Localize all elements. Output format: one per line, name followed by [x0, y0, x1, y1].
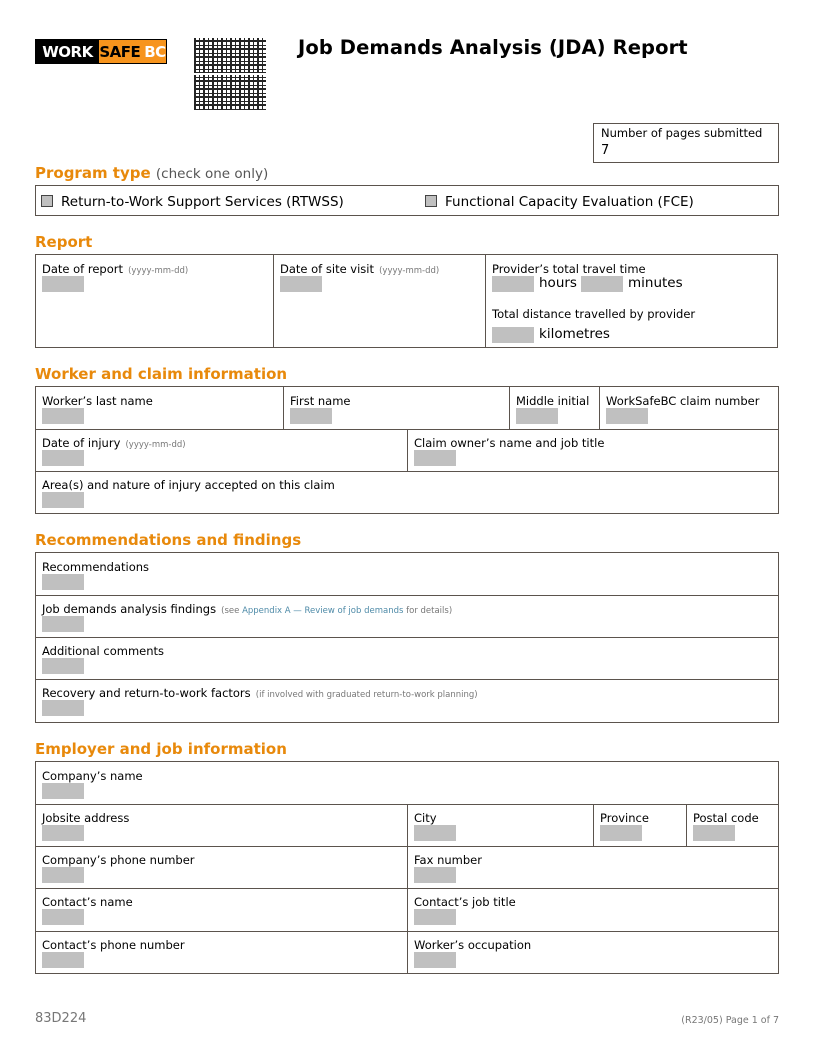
- city-input[interactable]: [414, 825, 456, 841]
- findings-hint-pre: (see: [221, 606, 243, 616]
- worker-occupation-label: Worker’s occupation: [414, 938, 532, 952]
- date-of-report-cell: [36, 255, 274, 347]
- report-box: [35, 254, 778, 348]
- claim-number-cell: [599, 387, 778, 430]
- appendix-a-link[interactable]: Appendix A — Review of job demands: [242, 606, 404, 616]
- recommendations-cell: [36, 553, 778, 596]
- last-name-label: Worker’s last name: [42, 394, 153, 408]
- last-name-input[interactable]: [42, 408, 84, 424]
- fax-cell: [407, 846, 778, 889]
- date-of-report-input[interactable]: [42, 276, 84, 292]
- logo-work-text: WORK: [36, 40, 99, 63]
- claim-number-label: WorkSafeBC claim number: [606, 394, 760, 408]
- contact-phone-label: Contact’s phone number: [42, 938, 185, 952]
- date-of-injury-hint: (yyyy-mm-dd): [125, 440, 186, 450]
- date-of-injury-cell: [36, 429, 408, 472]
- findings-cell: [36, 595, 778, 638]
- date-of-report-hint: (yyyy-mm-dd): [128, 266, 189, 276]
- logo-safe-text: [99, 40, 166, 63]
- travel-hours-input[interactable]: [492, 276, 534, 292]
- date-of-site-visit-label: Date of site visit: [280, 262, 375, 276]
- datamatrix-barcode-icon: [194, 38, 266, 110]
- fax-input[interactable]: [414, 867, 456, 883]
- employer-heading: Employer and job information: [35, 740, 287, 758]
- injury-area-cell: [36, 471, 778, 513]
- option-fce-label: Functional Capacity Evaluation (FCE): [445, 194, 694, 210]
- comments-input[interactable]: [42, 658, 84, 674]
- claim-owner-label: Claim owner’s name and job title: [414, 436, 605, 450]
- contact-phone-input[interactable]: [42, 952, 84, 968]
- program-type-box: [35, 185, 779, 216]
- report-heading: Report: [35, 233, 93, 251]
- worker-claim-heading: Worker and claim information: [35, 365, 288, 383]
- jobsite-address-cell: [36, 804, 408, 847]
- rtw-factors-cell: [36, 679, 778, 722]
- option-rtwss[interactable]: [41, 194, 344, 210]
- claim-owner-cell: [407, 429, 778, 472]
- program-type-heading: [35, 164, 268, 182]
- middle-initial-input[interactable]: [516, 408, 558, 424]
- findings-hint-post: for details): [403, 606, 453, 616]
- claim-owner-input[interactable]: [414, 450, 456, 466]
- worker-occupation-cell: [407, 931, 778, 973]
- travel-minutes-input[interactable]: [581, 276, 623, 292]
- distance-label: Total distance travelled by provider: [492, 307, 696, 321]
- postal-code-input[interactable]: [693, 825, 735, 841]
- contact-name-label: Contact’s name: [42, 895, 133, 909]
- last-name-cell: [36, 387, 284, 430]
- claim-number-input[interactable]: [606, 408, 648, 424]
- worksafebc-logo: [35, 39, 167, 64]
- recommendations-box: [35, 552, 779, 723]
- findings-input[interactable]: [42, 616, 84, 632]
- company-name-label: Company’s name: [42, 769, 143, 783]
- program-type-subtitle: (check one only): [155, 166, 269, 182]
- rtw-factors-hint: (if involved with graduated return-to-work planning): [255, 690, 478, 700]
- recommendations-heading: Recommendations and findings: [35, 531, 302, 549]
- minutes-unit: minutes: [628, 275, 683, 291]
- pages-submitted-label: Number of pages submitted: [601, 126, 763, 140]
- company-phone-input[interactable]: [42, 867, 84, 883]
- date-of-report-label: Date of report: [42, 262, 124, 276]
- hours-unit: hours: [539, 275, 577, 291]
- contact-job-title-input[interactable]: [414, 909, 456, 925]
- company-name-input[interactable]: [42, 783, 84, 799]
- contact-name-cell: [36, 888, 408, 932]
- company-phone-label: Company’s phone number: [42, 853, 195, 867]
- logo-safe: SAFE: [99, 42, 141, 61]
- city-cell: [407, 804, 594, 847]
- first-name-cell: [283, 387, 510, 430]
- rtw-factors-input[interactable]: [42, 700, 84, 716]
- travel-cell: [485, 255, 777, 347]
- province-label: Province: [600, 811, 649, 825]
- logo-bc: BC: [144, 42, 166, 61]
- jobsite-address-input[interactable]: [42, 825, 84, 841]
- province-input[interactable]: [600, 825, 642, 841]
- postal-code-label: Postal code: [693, 811, 759, 825]
- recommendations-label: Recommendations: [42, 560, 150, 574]
- middle-initial-cell: [509, 387, 600, 430]
- findings-hint: [221, 606, 452, 616]
- comments-label: Additional comments: [42, 644, 165, 658]
- travel-time-label: Provider’s total travel time: [492, 262, 646, 276]
- injury-area-input[interactable]: [42, 492, 84, 508]
- first-name-input[interactable]: [290, 408, 332, 424]
- recommendations-input[interactable]: [42, 574, 84, 590]
- middle-initial-label: Middle initial: [516, 394, 590, 408]
- contact-job-title-label: Contact’s job title: [414, 895, 516, 909]
- comments-cell: [36, 637, 778, 680]
- fax-label: Fax number: [414, 853, 482, 867]
- contact-phone-cell: [36, 931, 408, 973]
- province-cell: [593, 804, 687, 847]
- first-name-label: First name: [290, 394, 351, 408]
- rtw-factors-label: Recovery and return-to-work factors: [42, 686, 251, 700]
- page-title: Job Demands Analysis (JDA) Report: [298, 36, 688, 59]
- option-rtwss-label: Return-to-Work Support Services (RTWSS): [61, 194, 344, 210]
- employer-box: [35, 761, 779, 974]
- program-type-title: Program type: [35, 164, 151, 182]
- contact-name-input[interactable]: [42, 909, 84, 925]
- company-name-cell: [36, 762, 778, 805]
- option-fce[interactable]: [425, 194, 694, 210]
- date-of-site-visit-cell: [273, 255, 486, 347]
- form-code: 83D224: [35, 1011, 87, 1026]
- distance-input[interactable]: [492, 327, 534, 343]
- checkbox-icon[interactable]: [41, 195, 53, 207]
- revision-page-number: (R23/05) Page 1 of 7: [681, 1015, 779, 1026]
- checkbox-icon[interactable]: [425, 195, 437, 207]
- pages-submitted-value[interactable]: 7: [601, 143, 610, 158]
- injury-area-label: Area(s) and nature of injury accepted on this claim: [42, 478, 335, 492]
- city-label: City: [414, 811, 437, 825]
- pages-submitted-box[interactable]: [593, 123, 779, 163]
- date-of-injury-input[interactable]: [42, 450, 84, 466]
- findings-label: Job demands analysis findings: [42, 602, 217, 616]
- date-of-injury-label: Date of injury: [42, 436, 121, 450]
- date-of-site-visit-input[interactable]: [280, 276, 322, 292]
- postal-code-cell: [686, 804, 778, 847]
- company-phone-cell: [36, 846, 408, 889]
- jobsite-address-label: Jobsite address: [42, 811, 130, 825]
- date-of-site-visit-hint: (yyyy-mm-dd): [379, 266, 440, 276]
- contact-job-title-cell: [407, 888, 778, 932]
- worker-occupation-input[interactable]: [414, 952, 456, 968]
- kilometres-unit: kilometres: [539, 326, 610, 342]
- worker-claim-box: [35, 386, 779, 514]
